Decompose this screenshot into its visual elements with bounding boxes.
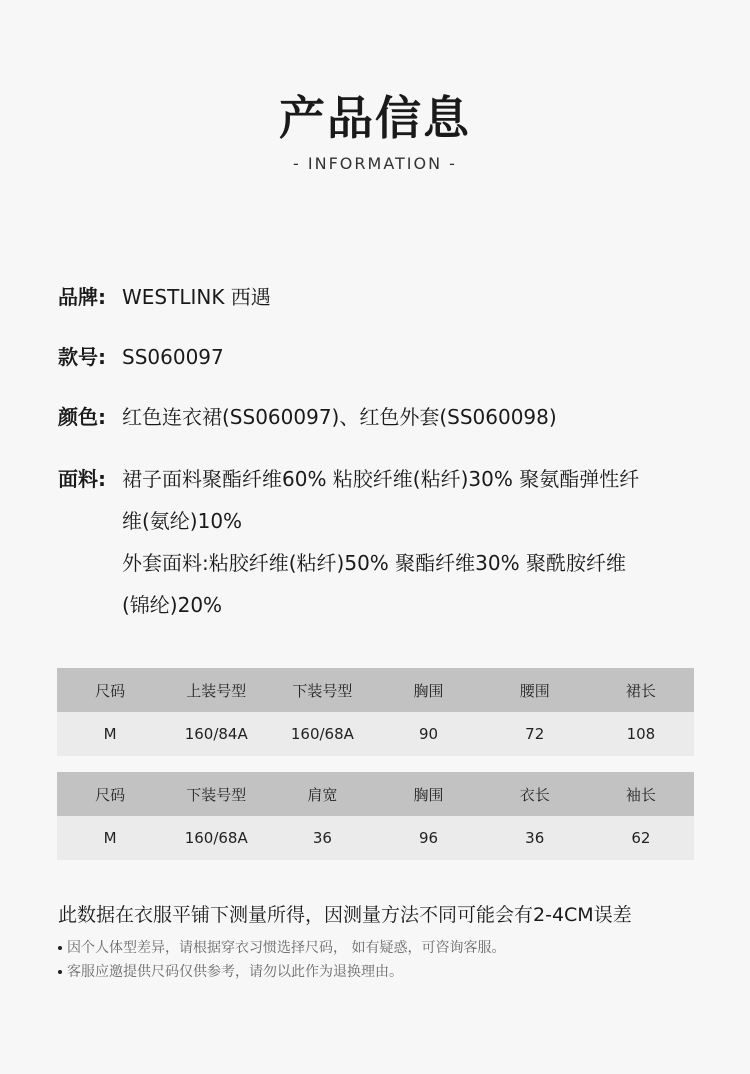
table-header-cell: 肩宽 — [269, 772, 375, 816]
list-item — [58, 960, 505, 984]
notes-list — [58, 936, 505, 984]
fabric-line: (锦纶)20% — [122, 593, 223, 617]
table-cell: 160/68A — [269, 712, 375, 756]
table-row — [57, 712, 694, 756]
fabric-line: 裙子面料聚酯纤维60% 粘胶纤维(粘纤)30% 聚氨酯弹性纤 — [122, 467, 640, 491]
brand-value: WESTLINK 西遇 — [122, 285, 271, 309]
table-header-cell: 腰围 — [482, 668, 588, 712]
table-cell: 72 — [482, 712, 588, 756]
sku-label: 款号: — [58, 345, 106, 369]
note-text: 客服应邀提供尺码仅供参考，请勿以此作为退换理由。 — [67, 964, 403, 980]
page-header — [0, 88, 750, 173]
sku-value: SS060097 — [122, 345, 224, 369]
list-item — [58, 936, 505, 960]
brand-label: 品牌: — [58, 285, 106, 309]
table-header-cell: 胸围 — [375, 772, 481, 816]
table-header-cell: 下装号型 — [163, 772, 269, 816]
table-cell: 96 — [375, 816, 481, 860]
table-cell: 160/84A — [163, 712, 269, 756]
table-cell: M — [57, 712, 163, 756]
table-header-cell: 下装号型 — [269, 668, 375, 712]
table-header-cell: 袖长 — [588, 772, 694, 816]
sku-row — [58, 336, 224, 378]
table-cell: 160/68A — [163, 816, 269, 860]
color-label: 颜色: — [58, 405, 106, 429]
table-cell: 36 — [269, 816, 375, 860]
table-header-cell: 尺码 — [57, 668, 163, 712]
color-row — [58, 396, 557, 438]
page-subtitle: - INFORMATION - — [293, 154, 457, 173]
fabric-row — [58, 458, 698, 626]
table-header-row — [57, 668, 694, 712]
table-header-row — [57, 772, 694, 816]
table-cell: 36 — [482, 816, 588, 860]
note-text: 因个人体型差异，请根据穿衣习惯选择尺码， 如有疑惑，可咨询客服。 — [67, 940, 506, 956]
bullet-icon — [58, 946, 62, 950]
bullet-icon — [58, 970, 62, 974]
table-header-cell: 尺码 — [57, 772, 163, 816]
fabric-line: 外套面料:粘胶纤维(粘纤)50% 聚酯纤维30% 聚酰胺纤维 — [122, 551, 626, 575]
table-header-cell: 胸围 — [375, 668, 481, 712]
size-table-jacket — [57, 772, 694, 860]
size-table-dress — [57, 668, 694, 756]
table-cell: 108 — [588, 712, 694, 756]
brand-row — [58, 276, 271, 318]
measurement-note: 此数据在衣服平铺下测量所得，因测量方法不同可能会有2-4CM误差 — [58, 904, 632, 926]
table-row — [57, 816, 694, 860]
fabric-line: 维(氨纶)10% — [122, 509, 243, 533]
table-header-cell: 衣长 — [482, 772, 588, 816]
fabric-value — [122, 458, 698, 626]
table-header-cell: 裙长 — [588, 668, 694, 712]
table-cell: M — [57, 816, 163, 860]
color-value: 红色连衣裙(SS060097)、红色外套(SS060098) — [122, 405, 557, 429]
fabric-label: 面料: — [58, 467, 106, 491]
table-header-cell: 上装号型 — [163, 668, 269, 712]
page-title: 产品信息 — [279, 91, 471, 145]
table-cell: 90 — [375, 712, 481, 756]
table-cell: 62 — [588, 816, 694, 860]
